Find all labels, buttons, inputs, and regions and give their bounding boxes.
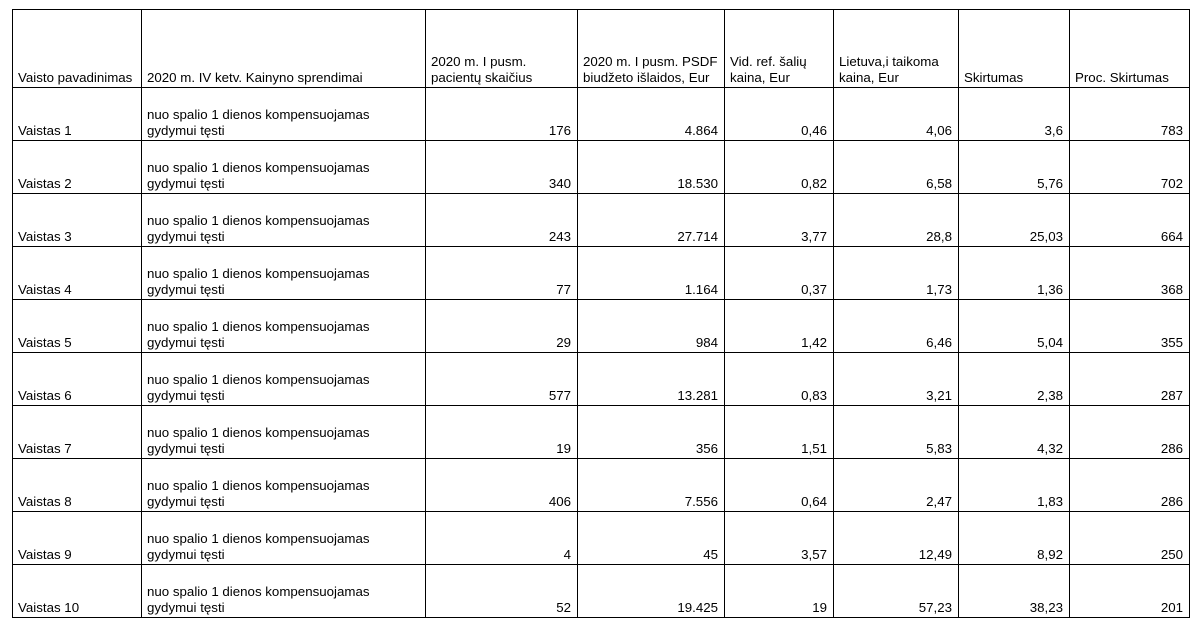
cell-price-decision: nuo spalio 1 dienos kompensuojamas gydymui tęsti [142, 406, 426, 459]
cell-patient-count: 243 [426, 194, 578, 247]
cell-drug-name: Vaistas 6 [13, 353, 142, 406]
cell-percent-difference: 201 [1070, 565, 1190, 618]
cell-percent-difference: 368 [1070, 247, 1190, 300]
cell-budget-expenses: 18.530 [578, 141, 725, 194]
cell-drug-name: Vaistas 10 [13, 565, 142, 618]
cell-percent-difference: 355 [1070, 300, 1190, 353]
cell-avg-ref-price: 0,83 [725, 353, 834, 406]
header-avg-ref-price: Vid. ref. šalių kaina, Eur [725, 10, 834, 88]
table-row [13, 512, 1190, 565]
header-row [13, 10, 1190, 88]
table-row [13, 247, 1190, 300]
cell-difference: 1,83 [959, 459, 1070, 512]
cell-percent-difference: 287 [1070, 353, 1190, 406]
cell-lithuania-price: 1,73 [834, 247, 959, 300]
cell-percent-difference: 250 [1070, 512, 1190, 565]
cell-price-decision: nuo spalio 1 dienos kompensuojamas gydymui tęsti [142, 565, 426, 618]
cell-patient-count: 19 [426, 406, 578, 459]
cell-budget-expenses: 1.164 [578, 247, 725, 300]
cell-avg-ref-price: 3,57 [725, 512, 834, 565]
cell-drug-name: Vaistas 4 [13, 247, 142, 300]
cell-lithuania-price: 6,58 [834, 141, 959, 194]
cell-patient-count: 77 [426, 247, 578, 300]
header-percent-difference: Proc. Skirtumas [1070, 10, 1190, 88]
cell-drug-name: Vaistas 2 [13, 141, 142, 194]
cell-price-decision: nuo spalio 1 dienos kompensuojamas gydymui tęsti [142, 459, 426, 512]
table-row [13, 194, 1190, 247]
cell-drug-name: Vaistas 9 [13, 512, 142, 565]
header-lithuania-price: Lietuva,i taikoma kaina, Eur [834, 10, 959, 88]
table-row [13, 88, 1190, 141]
table-row [13, 300, 1190, 353]
cell-lithuania-price: 3,21 [834, 353, 959, 406]
header-patient-count: 2020 m. I pusm. pacientų skaičius [426, 10, 578, 88]
cell-lithuania-price: 4,06 [834, 88, 959, 141]
cell-price-decision: nuo spalio 1 dienos kompensuojamas gydymui tęsti [142, 353, 426, 406]
cell-budget-expenses: 356 [578, 406, 725, 459]
table-row [13, 406, 1190, 459]
cell-drug-name: Vaistas 5 [13, 300, 142, 353]
table-row [13, 459, 1190, 512]
cell-budget-expenses: 4.864 [578, 88, 725, 141]
cell-avg-ref-price: 1,42 [725, 300, 834, 353]
cell-lithuania-price: 57,23 [834, 565, 959, 618]
cell-budget-expenses: 13.281 [578, 353, 725, 406]
cell-drug-name: Vaistas 3 [13, 194, 142, 247]
cell-lithuania-price: 5,83 [834, 406, 959, 459]
table-row [13, 565, 1190, 618]
cell-budget-expenses: 45 [578, 512, 725, 565]
cell-difference: 5,76 [959, 141, 1070, 194]
header-difference: Skirtumas [959, 10, 1070, 88]
cell-patient-count: 4 [426, 512, 578, 565]
cell-price-decision: nuo spalio 1 dienos kompensuojamas gydymui tęsti [142, 141, 426, 194]
cell-avg-ref-price: 0,64 [725, 459, 834, 512]
cell-price-decision: nuo spalio 1 dienos kompensuojamas gydymui tęsti [142, 512, 426, 565]
cell-lithuania-price: 12,49 [834, 512, 959, 565]
cell-difference: 2,38 [959, 353, 1070, 406]
table-row [13, 141, 1190, 194]
cell-drug-name: Vaistas 1 [13, 88, 142, 141]
cell-difference: 8,92 [959, 512, 1070, 565]
cell-avg-ref-price: 0,37 [725, 247, 834, 300]
cell-difference: 38,23 [959, 565, 1070, 618]
cell-difference: 25,03 [959, 194, 1070, 247]
header-price-decisions: 2020 m. IV ketv. Kainyno sprendimai [142, 10, 426, 88]
cell-patient-count: 29 [426, 300, 578, 353]
cell-drug-name: Vaistas 7 [13, 406, 142, 459]
cell-difference: 3,6 [959, 88, 1070, 141]
cell-patient-count: 406 [426, 459, 578, 512]
cell-price-decision: nuo spalio 1 dienos kompensuojamas gydymui tęsti [142, 88, 426, 141]
cell-lithuania-price: 2,47 [834, 459, 959, 512]
cell-patient-count: 340 [426, 141, 578, 194]
cell-avg-ref-price: 1,51 [725, 406, 834, 459]
table-header [13, 10, 1190, 88]
cell-percent-difference: 286 [1070, 406, 1190, 459]
cell-price-decision: nuo spalio 1 dienos kompensuojamas gydymui tęsti [142, 247, 426, 300]
header-budget-expenses: 2020 m. I pusm. PSDF biudžeto išlaidos, Eur [578, 10, 725, 88]
cell-price-decision: nuo spalio 1 dienos kompensuojamas gydymui tęsti [142, 300, 426, 353]
cell-price-decision: nuo spalio 1 dienos kompensuojamas gydymui tęsti [142, 194, 426, 247]
cell-avg-ref-price: 0,82 [725, 141, 834, 194]
cell-lithuania-price: 28,8 [834, 194, 959, 247]
cell-percent-difference: 702 [1070, 141, 1190, 194]
cell-patient-count: 176 [426, 88, 578, 141]
table-body [13, 88, 1190, 618]
cell-budget-expenses: 27.714 [578, 194, 725, 247]
cell-budget-expenses: 7.556 [578, 459, 725, 512]
cell-difference: 1,36 [959, 247, 1070, 300]
cell-patient-count: 52 [426, 565, 578, 618]
cell-budget-expenses: 984 [578, 300, 725, 353]
cell-drug-name: Vaistas 8 [13, 459, 142, 512]
cell-percent-difference: 783 [1070, 88, 1190, 141]
cell-difference: 4,32 [959, 406, 1070, 459]
drug-price-table [12, 9, 1190, 618]
cell-percent-difference: 664 [1070, 194, 1190, 247]
cell-avg-ref-price: 19 [725, 565, 834, 618]
cell-lithuania-price: 6,46 [834, 300, 959, 353]
table-row [13, 353, 1190, 406]
cell-percent-difference: 286 [1070, 459, 1190, 512]
cell-avg-ref-price: 3,77 [725, 194, 834, 247]
cell-avg-ref-price: 0,46 [725, 88, 834, 141]
cell-difference: 5,04 [959, 300, 1070, 353]
cell-budget-expenses: 19.425 [578, 565, 725, 618]
cell-patient-count: 577 [426, 353, 578, 406]
header-drug-name: Vaisto pavadinimas [13, 10, 142, 88]
